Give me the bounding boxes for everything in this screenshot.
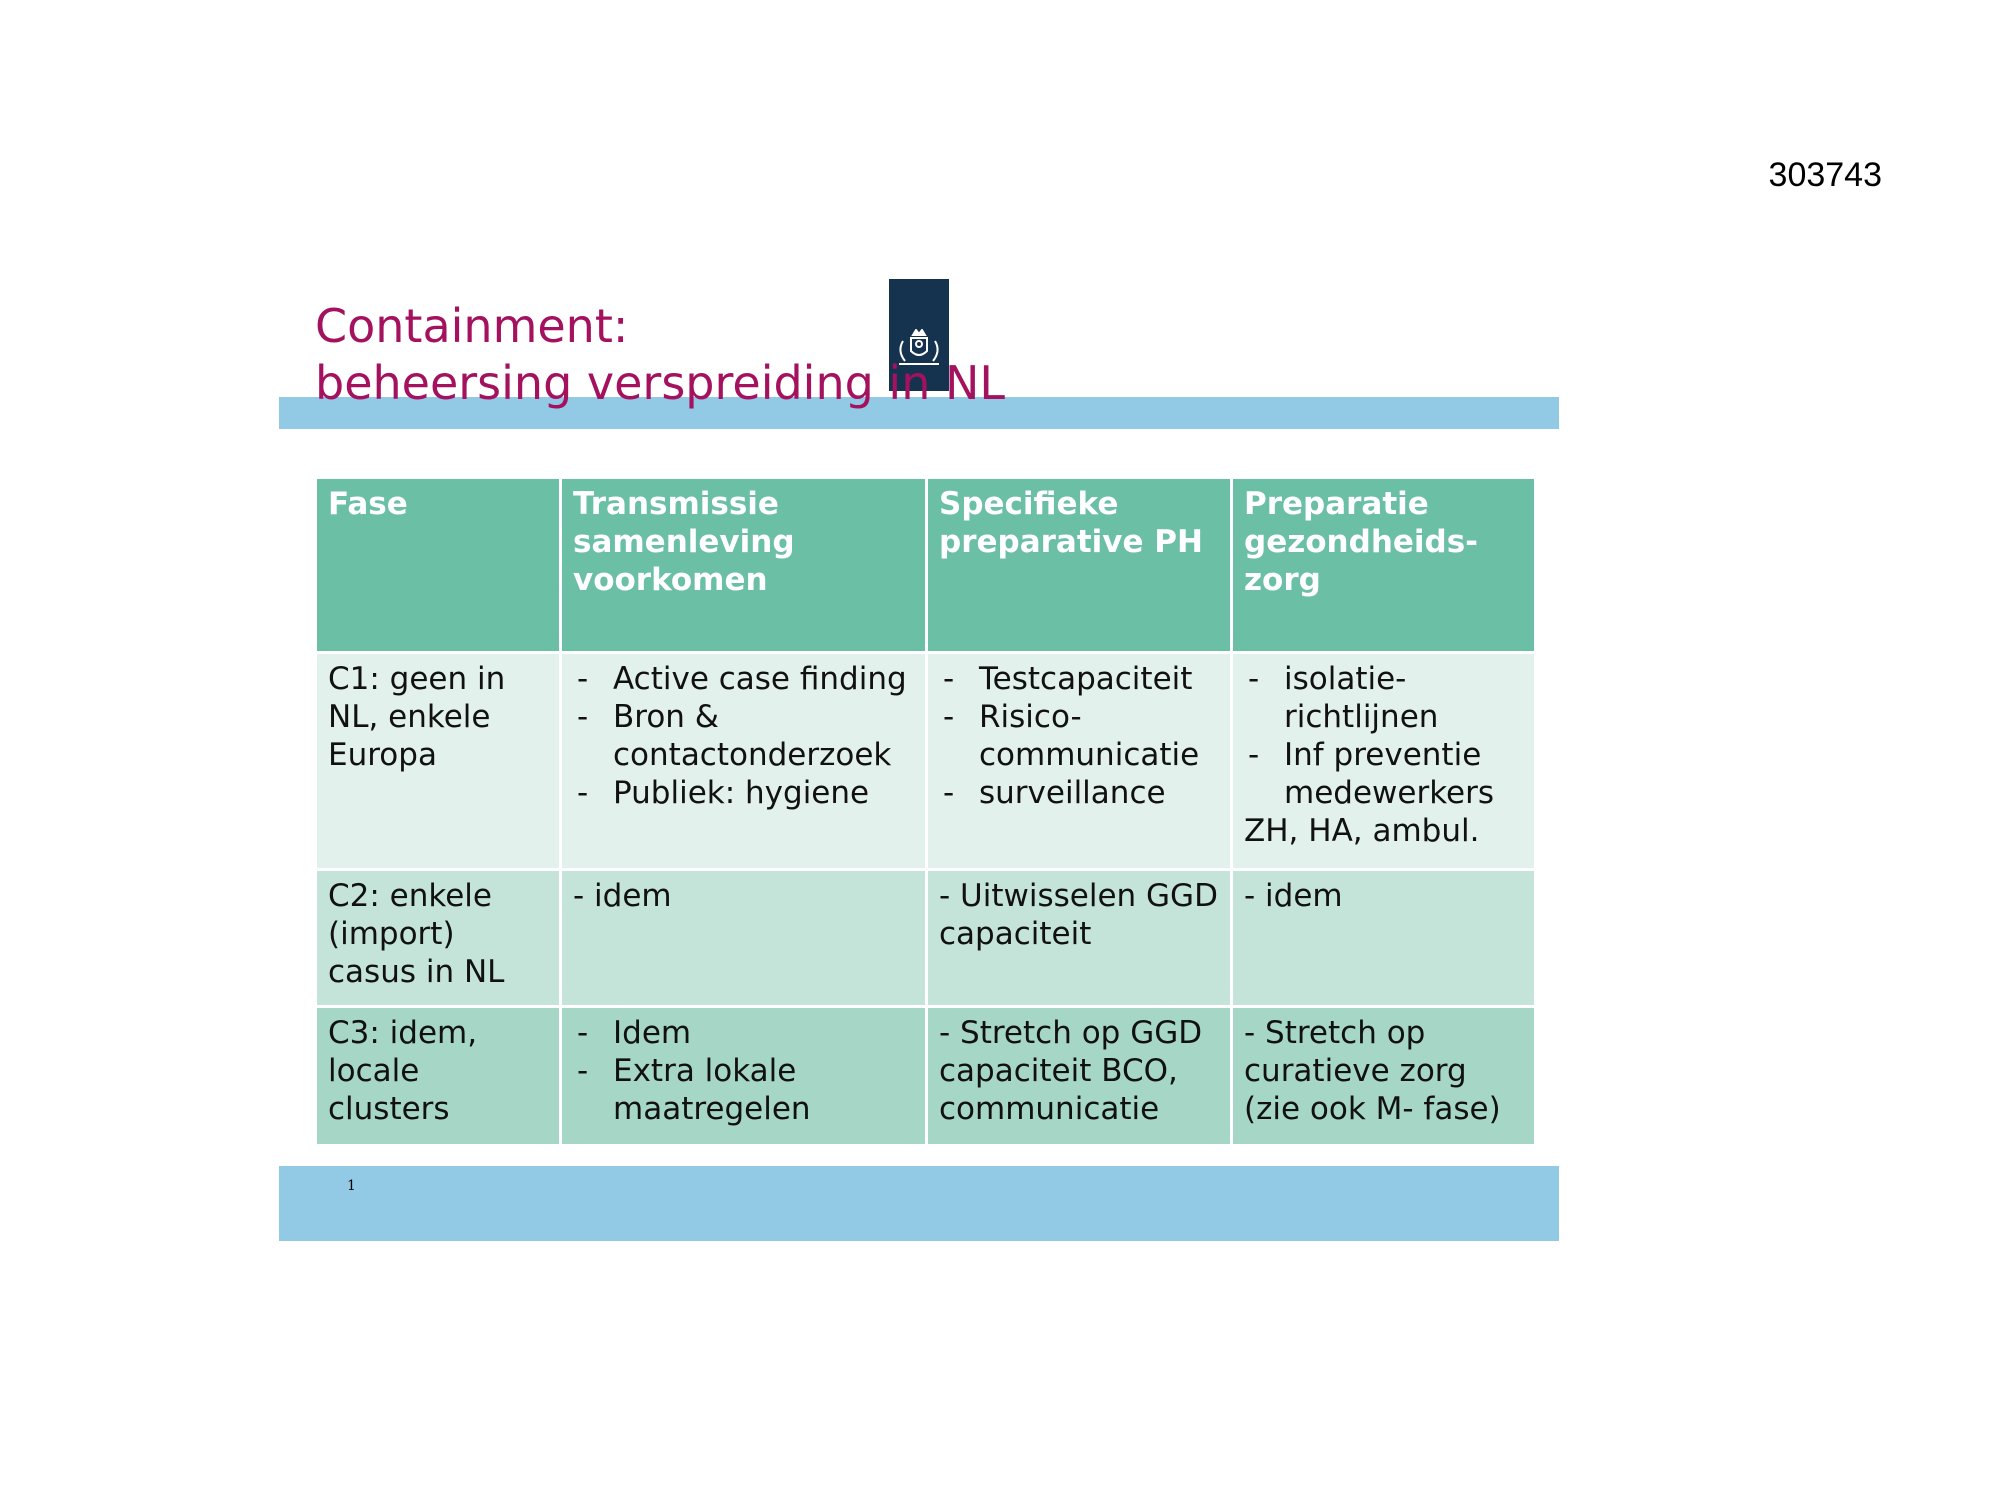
care-cell: - Stretch op curatieve zorg (zie ook M- fase) xyxy=(1232,1007,1536,1146)
ph-cell: - Stretch op GGD capaciteit BCO, communicatie xyxy=(927,1007,1232,1146)
list-item: - Bron & contactonderzoek xyxy=(573,698,914,774)
transmission-list xyxy=(573,660,914,812)
table-header-row xyxy=(316,478,1536,653)
header-preparatie-zorg: Preparatie gezondheids-zorg xyxy=(1232,478,1536,653)
care-cell xyxy=(1232,653,1536,870)
slide-title xyxy=(315,298,1005,412)
care-extra-text: ZH, HA, ambul. xyxy=(1244,813,1480,849)
header-fase: Fase xyxy=(316,478,561,653)
slide-title-line-2: beheersing verspreiding in NL xyxy=(315,356,1006,410)
slide-title-line-1: Containment: xyxy=(315,299,629,353)
list-item: - Idem xyxy=(573,1014,914,1052)
list-item: - isolatie-richtlijnen xyxy=(1244,660,1523,736)
care-cell: - idem xyxy=(1232,870,1536,1007)
containment-phase-table xyxy=(314,476,1537,1147)
ph-list xyxy=(939,660,1219,812)
phase-cell: C3: idem, locale clusters xyxy=(316,1007,561,1146)
document-number: 303743 xyxy=(1768,156,1882,194)
transmission-cell: - idem xyxy=(561,870,927,1007)
ph-cell: - Uitwisselen GGD capaciteit xyxy=(927,870,1232,1007)
list-item: - Testcapaciteit xyxy=(939,660,1219,698)
header-specifieke-preparatie: Specifieke preparative PH xyxy=(927,478,1232,653)
transmission-cell xyxy=(561,653,927,870)
phase-cell: C2: enkele (import) casus in NL xyxy=(316,870,561,1007)
care-list xyxy=(1244,660,1523,812)
list-item: - Inf preventie medewerkers xyxy=(1244,736,1523,812)
list-item: - Risico-communicatie xyxy=(939,698,1219,774)
header-transmissie: Transmissie samenleving voorkomen xyxy=(561,478,927,653)
list-item: - Active case finding xyxy=(573,660,914,698)
list-item: - Publiek: hygiene xyxy=(573,774,914,812)
ph-cell xyxy=(927,653,1232,870)
phase-cell: C1: geen in NL, enkele Europa xyxy=(316,653,561,870)
table-row xyxy=(316,1007,1536,1146)
transmission-list xyxy=(573,1014,914,1128)
list-item: - Extra lokale maatregelen xyxy=(573,1052,914,1128)
list-item: - surveillance xyxy=(939,774,1219,812)
table-row xyxy=(316,653,1536,870)
transmission-cell xyxy=(561,1007,927,1146)
page-number: 1 xyxy=(347,1178,356,1194)
footer-bar xyxy=(279,1166,1559,1241)
table-row xyxy=(316,870,1536,1007)
